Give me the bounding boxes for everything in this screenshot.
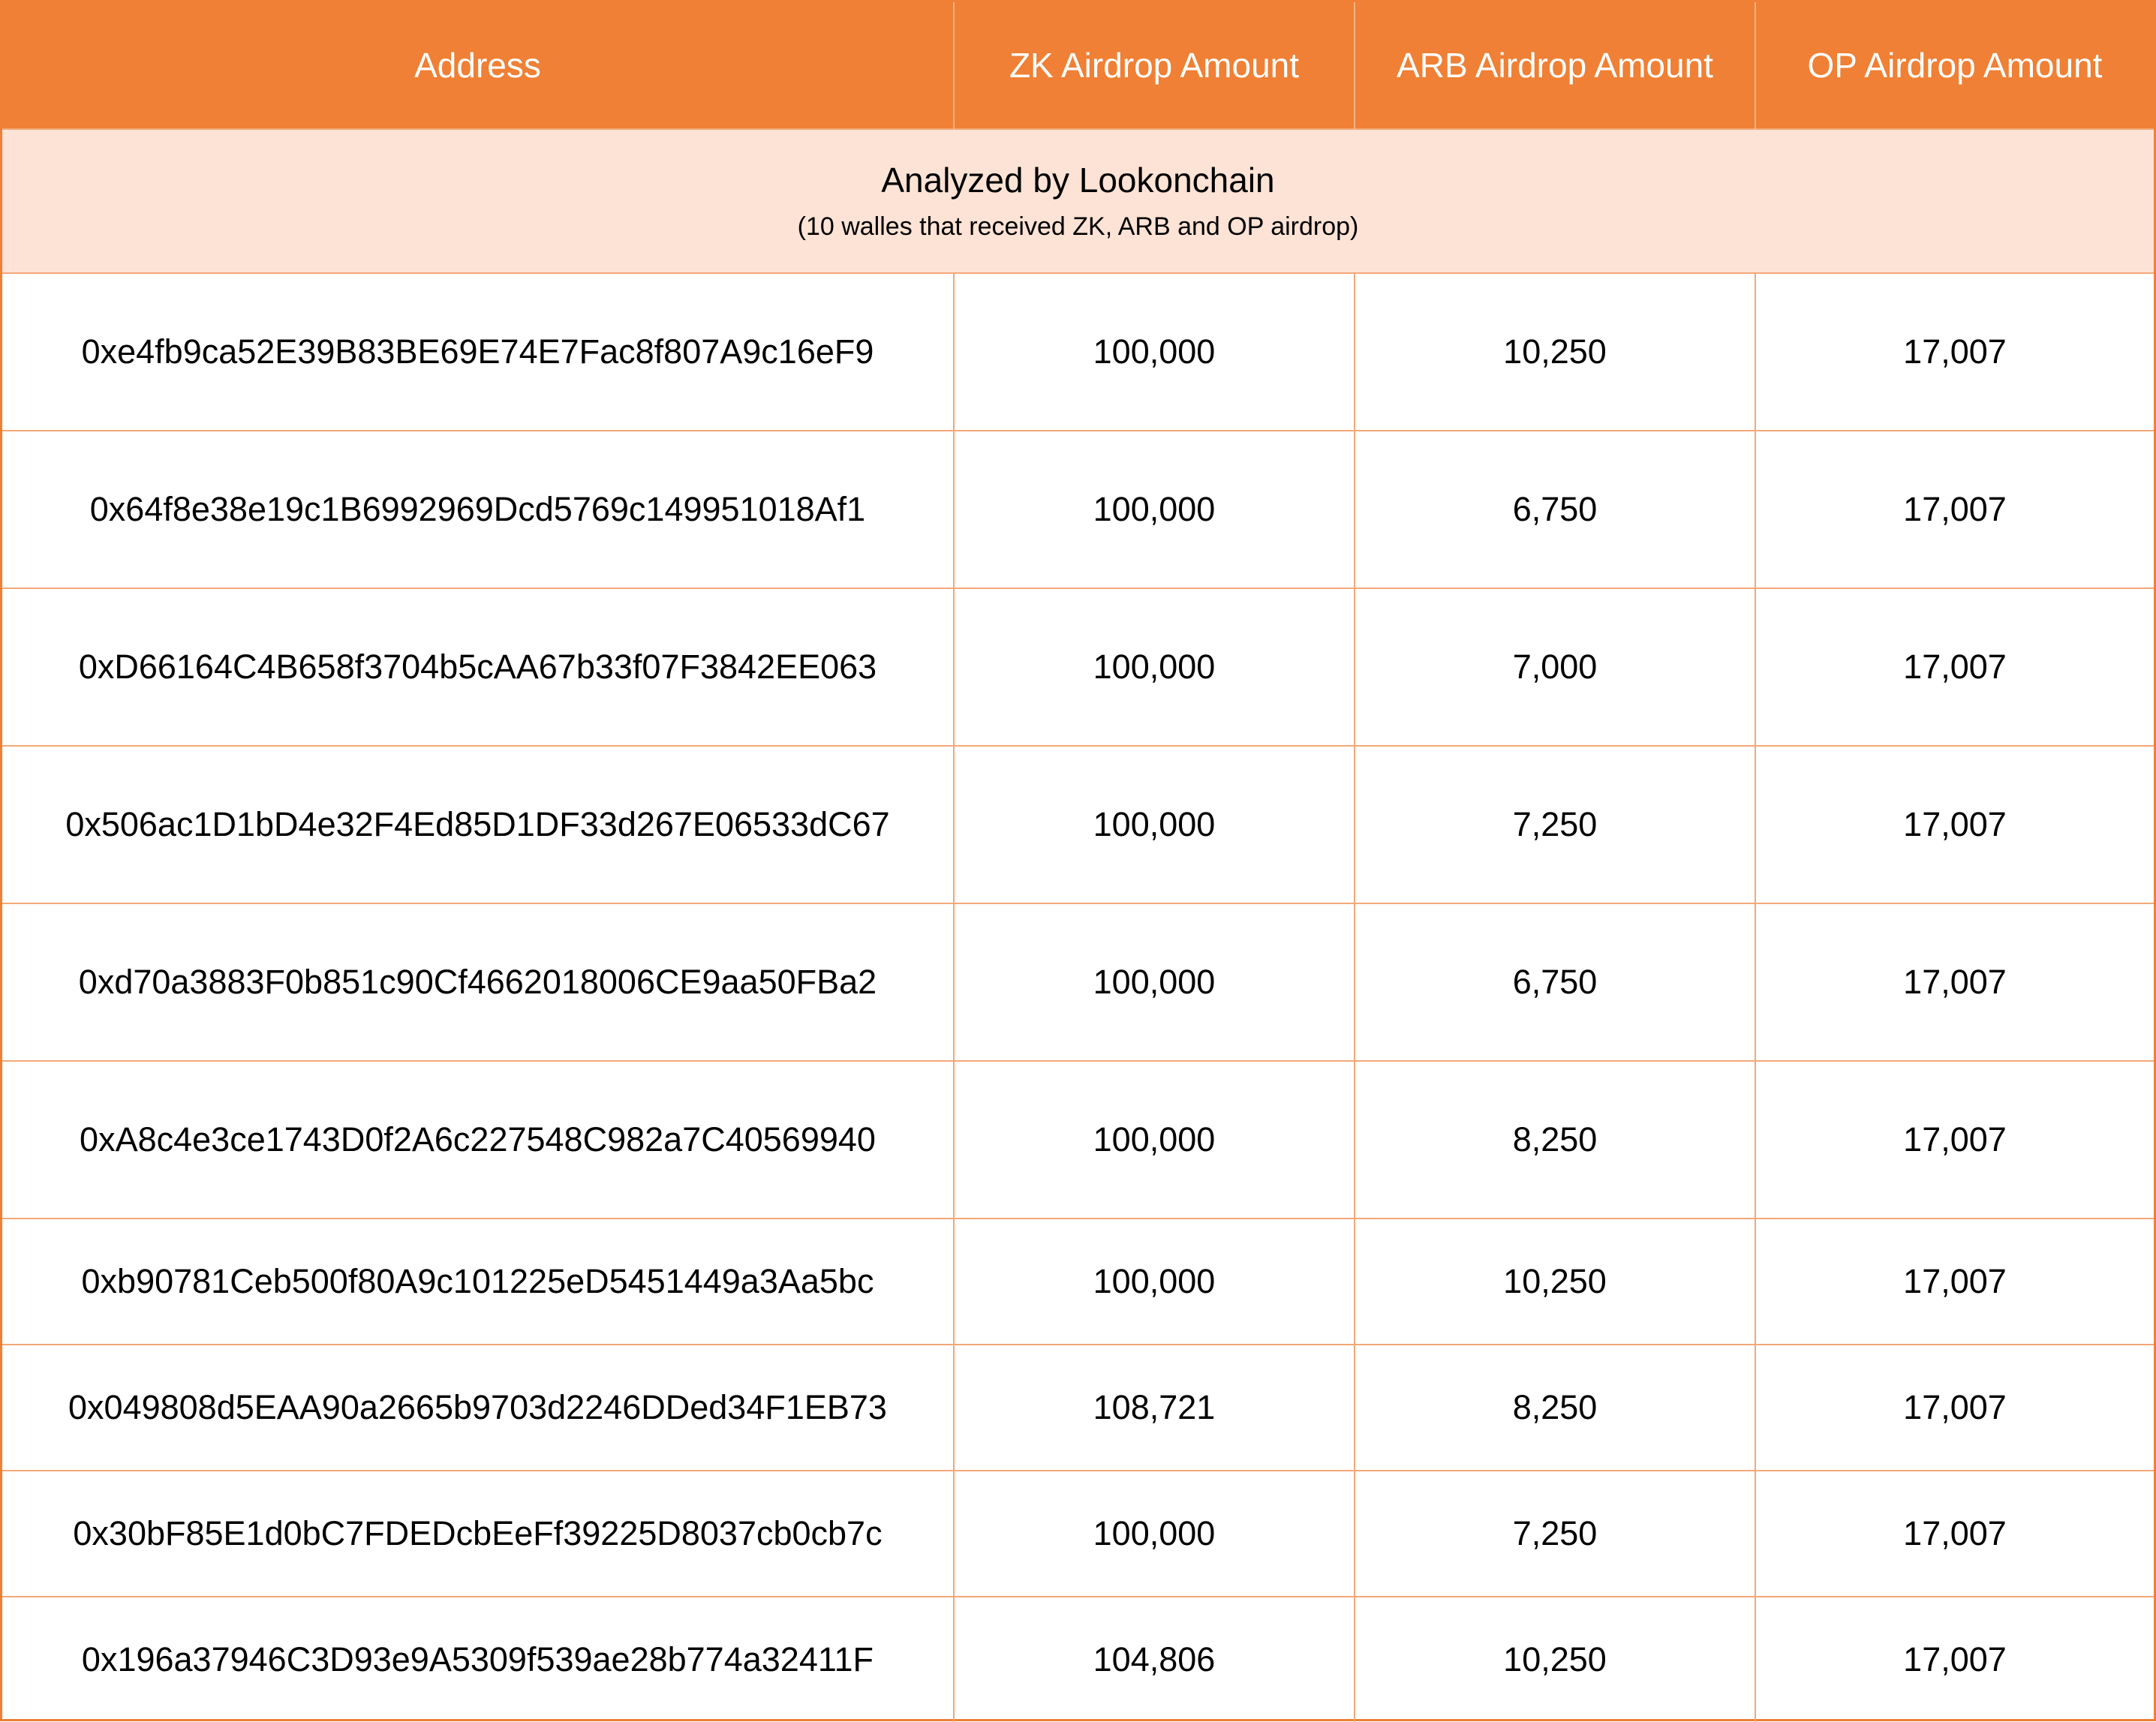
banner-title: Analyzed by Lookonchain bbox=[881, 161, 1275, 200]
airdrop-table bbox=[2, 2, 2154, 1722]
header-arb-amount: ARB Airdrop Amount bbox=[1355, 2, 1755, 129]
zk-amount-cell: 104,806 bbox=[954, 1597, 1355, 1722]
op-amount-cell: 17,007 bbox=[1755, 1219, 2154, 1345]
arb-amount-cell: 7,000 bbox=[1355, 588, 1755, 746]
op-amount-cell: 17,007 bbox=[1755, 1597, 2154, 1722]
header-row bbox=[2, 2, 2154, 129]
zk-amount-cell: 100,000 bbox=[954, 431, 1355, 588]
address-cell: 0xb90781Ceb500f80A9c101225eD5451449a3Aa5bc bbox=[2, 1219, 954, 1345]
address-cell: 0xD66164C4B658f3704b5cAA67b33f07F3842EE063 bbox=[2, 588, 954, 746]
op-amount-cell: 17,007 bbox=[1755, 1345, 2154, 1471]
op-amount-cell: 17,007 bbox=[1755, 273, 2154, 431]
address-cell: 0x196a37946C3D93e9A5309f539ae28b774a32411F bbox=[2, 1597, 954, 1722]
op-amount-cell: 17,007 bbox=[1755, 588, 2154, 746]
op-amount-cell: 17,007 bbox=[1755, 903, 2154, 1061]
op-amount-cell: 17,007 bbox=[1755, 1471, 2154, 1597]
header-op-amount: OP Airdrop Amount bbox=[1755, 2, 2154, 129]
header-address: Address bbox=[2, 2, 954, 129]
address-cell: 0xA8c4e3ce1743D0f2A6c227548C982a7C40569940 bbox=[2, 1061, 954, 1219]
banner-cell bbox=[2, 129, 2154, 273]
arb-amount-cell: 10,250 bbox=[1355, 273, 1755, 431]
table-banner bbox=[2, 129, 2154, 273]
zk-amount-cell: 100,000 bbox=[954, 1471, 1355, 1597]
address-cell: 0xe4fb9ca52E39B83BE69E74E7Fac8f807A9c16eF9 bbox=[81, 332, 874, 371]
table-body bbox=[2, 273, 2154, 1722]
arb-amount-cell: 6,750 bbox=[1355, 431, 1755, 588]
arb-amount-cell: 10,250 bbox=[1355, 1597, 1755, 1722]
table-row bbox=[2, 588, 2154, 746]
address-cell: 0x30bF85E1d0bC7FDEDcbEeFf39225D8037cb0cb7c bbox=[2, 1471, 954, 1597]
arb-amount-cell: 7,250 bbox=[1355, 1471, 1755, 1597]
table-row bbox=[2, 1219, 2154, 1345]
table-row bbox=[2, 1345, 2154, 1471]
table-row bbox=[2, 1061, 2154, 1219]
table-row bbox=[2, 903, 2154, 1061]
zk-amount-cell: 100,000 bbox=[954, 1219, 1355, 1345]
table-row bbox=[2, 431, 2154, 588]
zk-amount-cell: 108,721 bbox=[954, 1345, 1355, 1471]
arb-amount-cell: 7,250 bbox=[1355, 746, 1755, 903]
table-row bbox=[2, 273, 2154, 431]
table-row bbox=[2, 1471, 2154, 1597]
op-amount-cell: 17,007 bbox=[1755, 746, 2154, 903]
op-amount-cell: 17,007 bbox=[1755, 431, 2154, 588]
address-cell: 0x64f8e38e19c1B6992969Dcd5769c149951018Af1 bbox=[2, 431, 954, 588]
op-amount-cell: 17,007 bbox=[1755, 1061, 2154, 1219]
banner-subtitle: (10 walles that received ZK, ARB and OP airdrop) bbox=[797, 212, 1359, 241]
table-row bbox=[2, 1597, 2154, 1722]
zk-amount-cell: 100,000 bbox=[954, 746, 1355, 903]
zk-amount-cell: 100,000 bbox=[954, 588, 1355, 746]
arb-amount-cell: 8,250 bbox=[1355, 1061, 1755, 1219]
banner-row bbox=[2, 129, 2154, 273]
address-cell: 0x049808d5EAA90a2665b9703d2246DDed34F1EB73 bbox=[2, 1345, 954, 1471]
arb-amount-cell: 10,250 bbox=[1355, 1219, 1755, 1345]
zk-amount-cell: 100,000 bbox=[954, 1061, 1355, 1219]
arb-amount-cell: 6,750 bbox=[1355, 903, 1755, 1061]
arb-amount-cell: 8,250 bbox=[1355, 1345, 1755, 1471]
zk-amount-cell: 100,000 bbox=[954, 273, 1355, 431]
header-zk-amount: ZK Airdrop Amount bbox=[954, 2, 1355, 129]
address-cell: 0xd70a3883F0b851c90Cf4662018006CE9aa50FBa2 bbox=[2, 903, 954, 1061]
table-header bbox=[2, 2, 2154, 129]
zk-amount-cell: 100,000 bbox=[954, 903, 1355, 1061]
address-cell: 0x506ac1D1bD4e32F4Ed85D1DF33d267E06533dC67 bbox=[2, 746, 954, 903]
table-row bbox=[2, 746, 2154, 903]
